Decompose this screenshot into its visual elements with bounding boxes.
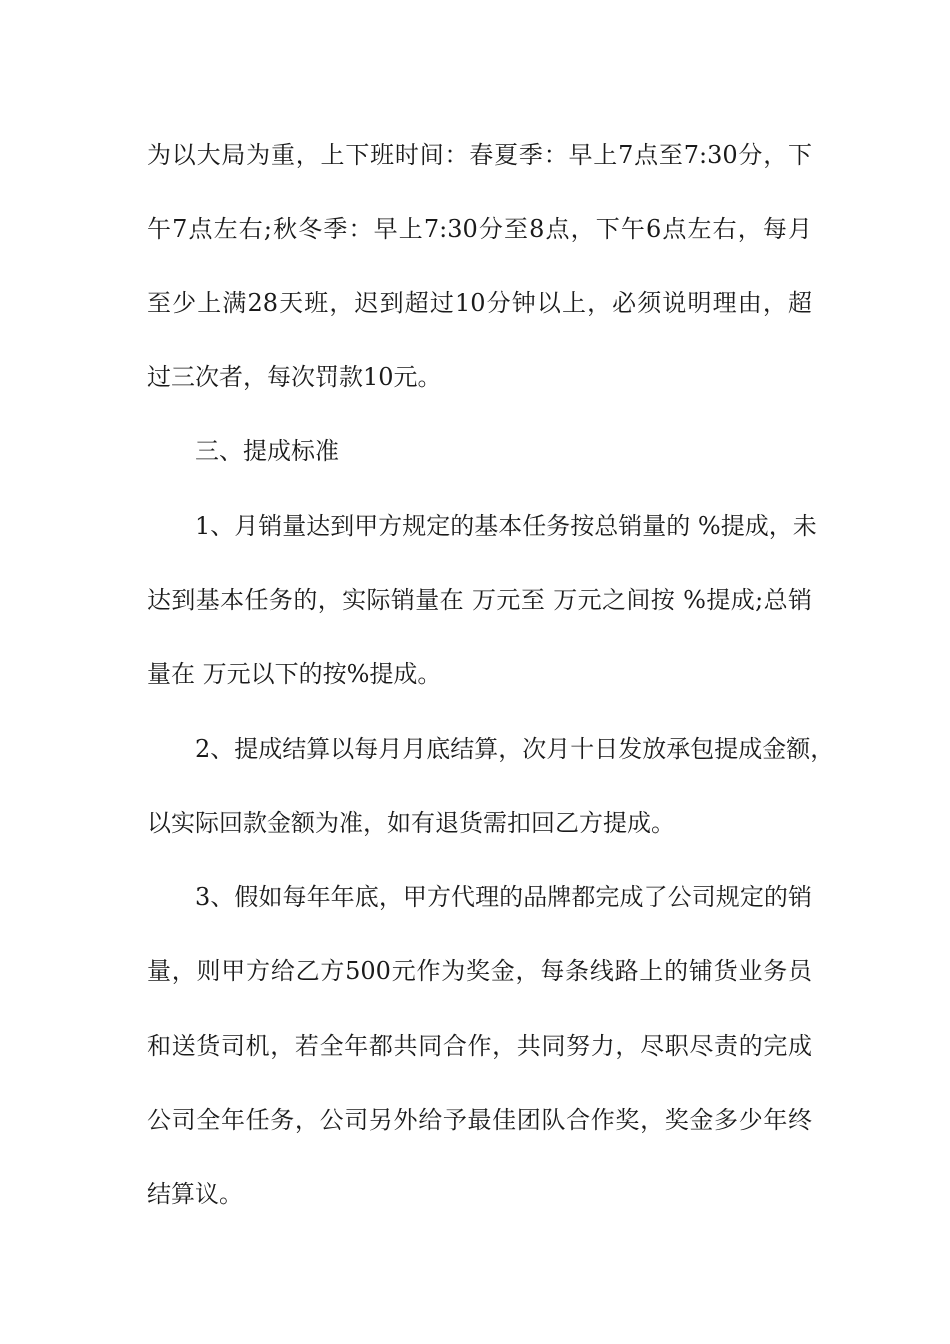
body-text-line: 午7点左右;秋冬季：早上7:30分至8点，下午6点左右，每月 — [147, 215, 812, 243]
body-text-line: 量，则甲方给乙方500元作为奖金，每条线路上的铺货业务员 — [147, 957, 812, 985]
body-text-line: 结算议。 — [147, 1180, 243, 1208]
body-text-line: 达到基本任务的，实际销量在 万元至 万元之间按 %提成;总销 — [147, 586, 812, 614]
body-text-line: 量在 万元以下的按%提成。 — [147, 660, 442, 688]
body-text-line: 至少上满28天班，迟到超过10分钟以上，必须说明理由，超 — [147, 289, 812, 317]
body-text-line: 公司全年任务，公司另外给予最佳团队合作奖，奖金多少年终 — [147, 1106, 812, 1134]
section-heading: 三、提成标准 — [195, 437, 339, 465]
body-text-line: 为以大局为重，上下班时间：春夏季：早上7点至7:30分，下 — [147, 141, 812, 169]
body-text-line: 3、假如每年年底，甲方代理的品牌都完成了公司规定的销 — [195, 883, 812, 911]
body-text-line: 过三次者，每次罚款10元。 — [147, 363, 442, 391]
body-text-line: 1、月销量达到甲方规定的基本任务按总销量的 %提成，未 — [195, 512, 817, 540]
body-text-line: 和送货司机，若全年都共同合作，共同努力，尽职尽责的完成 — [147, 1032, 812, 1060]
body-text-line: 2、提成结算以每月月底结算，次月十日发放承包提成金额， — [195, 735, 835, 763]
body-text-line: 以实际回款金额为准，如有退货需扣回乙方提成。 — [147, 809, 675, 837]
